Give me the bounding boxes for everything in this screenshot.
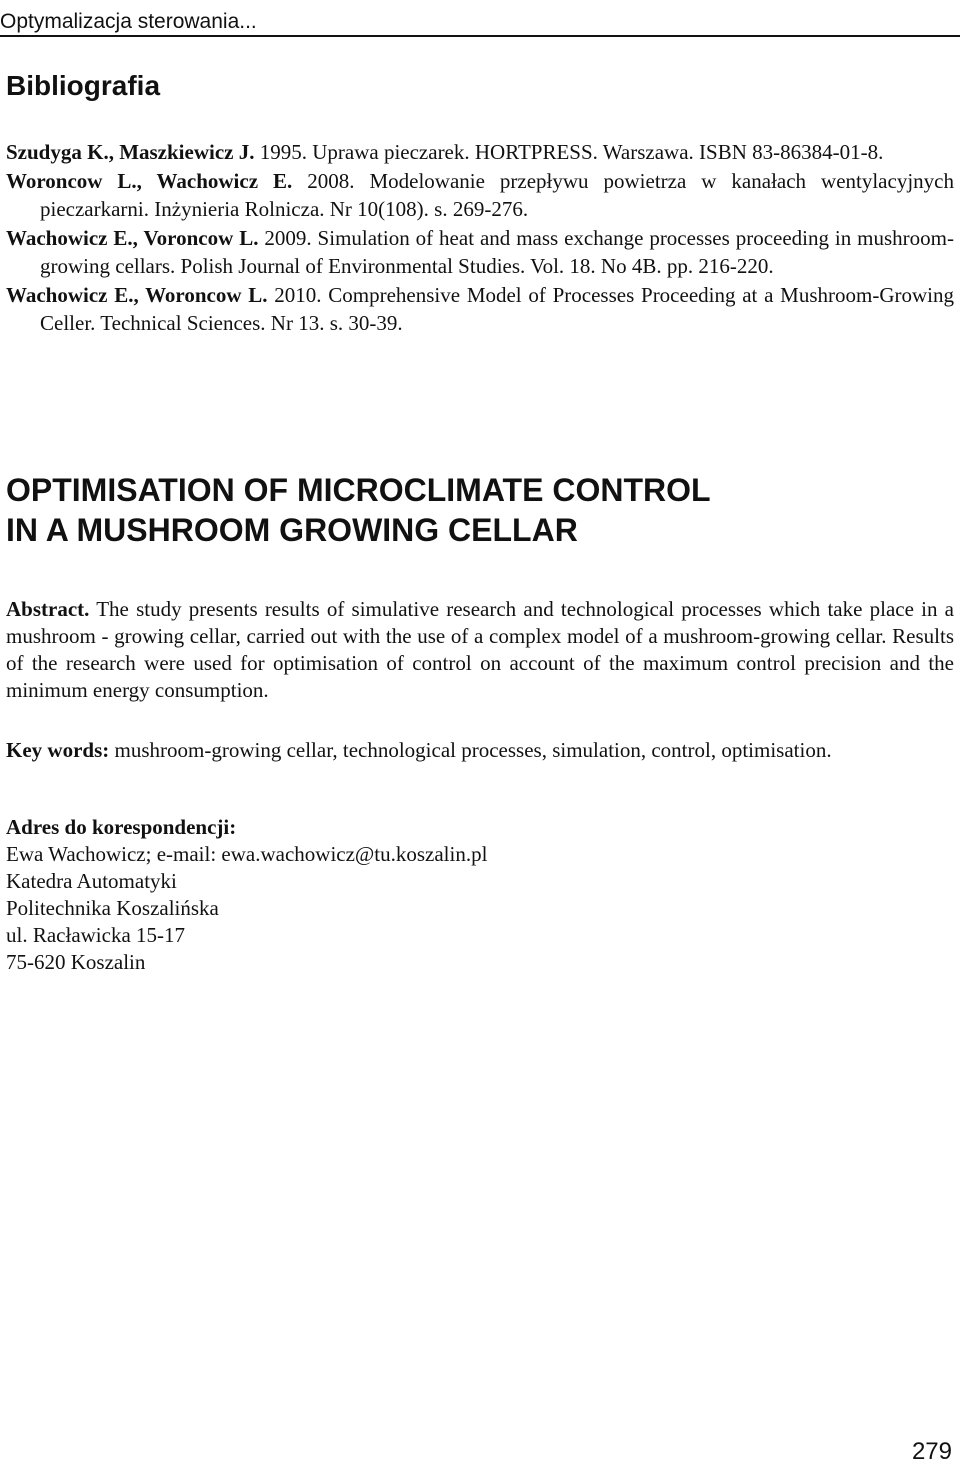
page-number: 279 [911, 1438, 952, 1465]
english-title [6, 470, 711, 550]
correspondence-line: ul. Racławicka 15-17 [6, 923, 186, 947]
correspondence-line: Katedra Automatyki [6, 869, 177, 893]
reference-item [6, 138, 954, 167]
english-title-line: OPTIMISATION OF MICROCLIMATE CONTROL [6, 472, 711, 508]
reference-authors: Woroncow L., Wachowicz E. [6, 168, 293, 193]
english-title-line: IN A MUSHROOM GROWING CELLAR [6, 512, 578, 548]
correspondence-line: Ewa Wachowicz; e-mail: ewa.wachowicz@tu.koszalin.pl [6, 842, 488, 866]
reference-details: 2008. Modelowanie przepływu powietrza w kanałach wentylacyjnych pieczarkarni. Inżynieria Rolnicza. Nr 10(108). s. 269-276. [40, 168, 954, 221]
reference-details: 2010. Comprehensive Model of Processes Proceeding at a Mushroom-Growing Celler. Technical Sciences. Nr 13. s. 30-39. [40, 282, 954, 335]
correspondence-title: Adres do korespondencji: [6, 815, 237, 839]
abstract-text: The study presents results of simulative research and technological processes which take place in a mushroom - growing cellar, carried out with the use of a complex model of a mushroom-growing cellar. Results of the research were used for optimisation of control on account of the maximum control precision and the minimum energy consumption. [6, 597, 954, 702]
reference-details: 2009. Simulation of heat and mass exchange processes proceeding in mushroom-growing cellars. Polish Journal of Environmental Studies. Vol. 18. No 4B. pp. 216-220. [40, 225, 954, 278]
correspondence-line: 75-620 Koszalin [6, 950, 146, 974]
correspondence-line: Politechnika Koszalińska [6, 896, 219, 920]
reference-list [6, 138, 954, 338]
abstract-label: Abstract. [6, 597, 90, 621]
reference-authors: Wachowicz E., Woroncow L. [6, 282, 268, 307]
running-header: Optymalizacja sterowania... [0, 10, 257, 33]
reference-authors: Szudyga K., Maszkiewicz J. [6, 140, 255, 164]
reference-authors: Wachowicz E., Voroncow L. [6, 225, 259, 250]
abstract [6, 596, 954, 704]
bibliography-title: Bibliografia [6, 70, 161, 101]
reference-item [6, 281, 954, 338]
reference-item [6, 167, 954, 224]
header-rule [0, 35, 960, 37]
reference-item [6, 224, 954, 281]
reference-details: 1995. Uprawa pieczarek. HORTPRESS. Warszawa. ISBN 83-86384-01-8. [254, 140, 884, 164]
correspondence-address [6, 814, 487, 976]
keywords-text: mushroom-growing cellar, technological processes, simulation, control, optimisation. [109, 738, 832, 762]
keywords [6, 737, 954, 764]
keywords-label: Key words: [6, 738, 110, 762]
